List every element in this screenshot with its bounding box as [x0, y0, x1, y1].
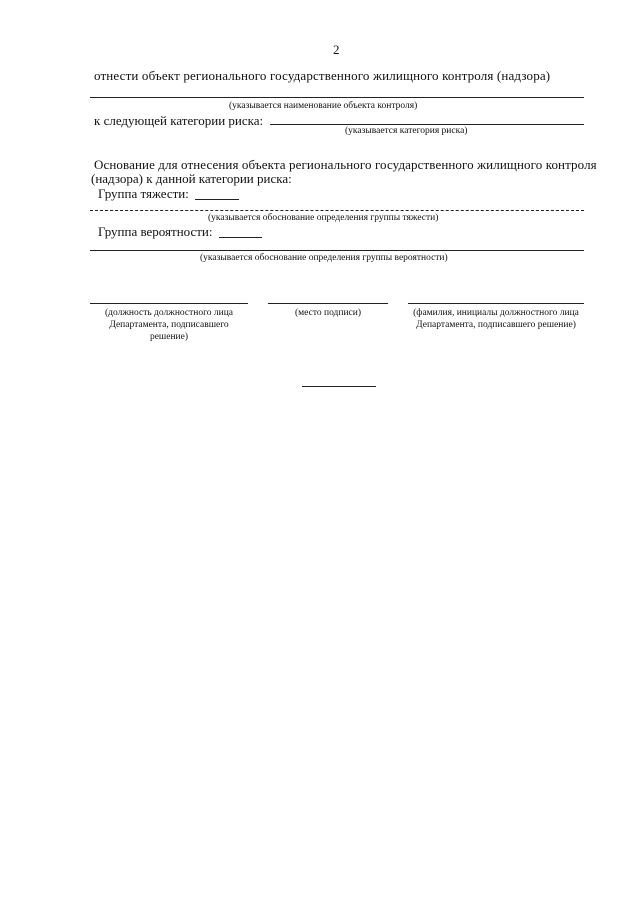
hint-probability: (указывается обоснование определения группы вероятности): [200, 253, 448, 263]
severity-value-underline: [195, 199, 239, 200]
basis-text-line1: Основание для отнесения объекта регионального государственного жилищного контроля: [94, 157, 597, 172]
signature-position-line: [90, 303, 248, 304]
category-underline: [270, 124, 584, 125]
probability-label: Группа вероятности:: [98, 224, 213, 239]
line-object-statement: отнести объект регионального государственного жилищного контроля (надзора): [94, 68, 551, 83]
signature-place-line: [268, 303, 388, 304]
severity-basis-underline: [90, 210, 584, 211]
probability-basis-underline: [90, 250, 584, 251]
basis-text-line2: (надзора) к данной категории риска:: [91, 171, 292, 186]
caption-place: (место подписи): [294, 308, 362, 318]
severity-label: Группа тяжести:: [98, 186, 189, 201]
signature-name-line: [408, 303, 584, 304]
end-separator: [302, 386, 376, 387]
category-label: к следующей категории риска:: [94, 113, 264, 128]
caption-name: (фамилия, инициалы должностного лица Департамента, подписавшего решение): [413, 308, 579, 330]
hint-category: (указывается категория риска): [345, 126, 468, 136]
probability-value-underline: [219, 237, 262, 238]
page-number: 2: [333, 42, 340, 57]
hint-severity: (указывается обоснование определения группы тяжести): [208, 213, 439, 223]
object-underline: [90, 97, 584, 98]
hint-object: (указывается наименование объекта контроля): [229, 101, 418, 111]
caption-position: (должность должностного лица Департамента, подписавшего решение): [104, 308, 234, 342]
